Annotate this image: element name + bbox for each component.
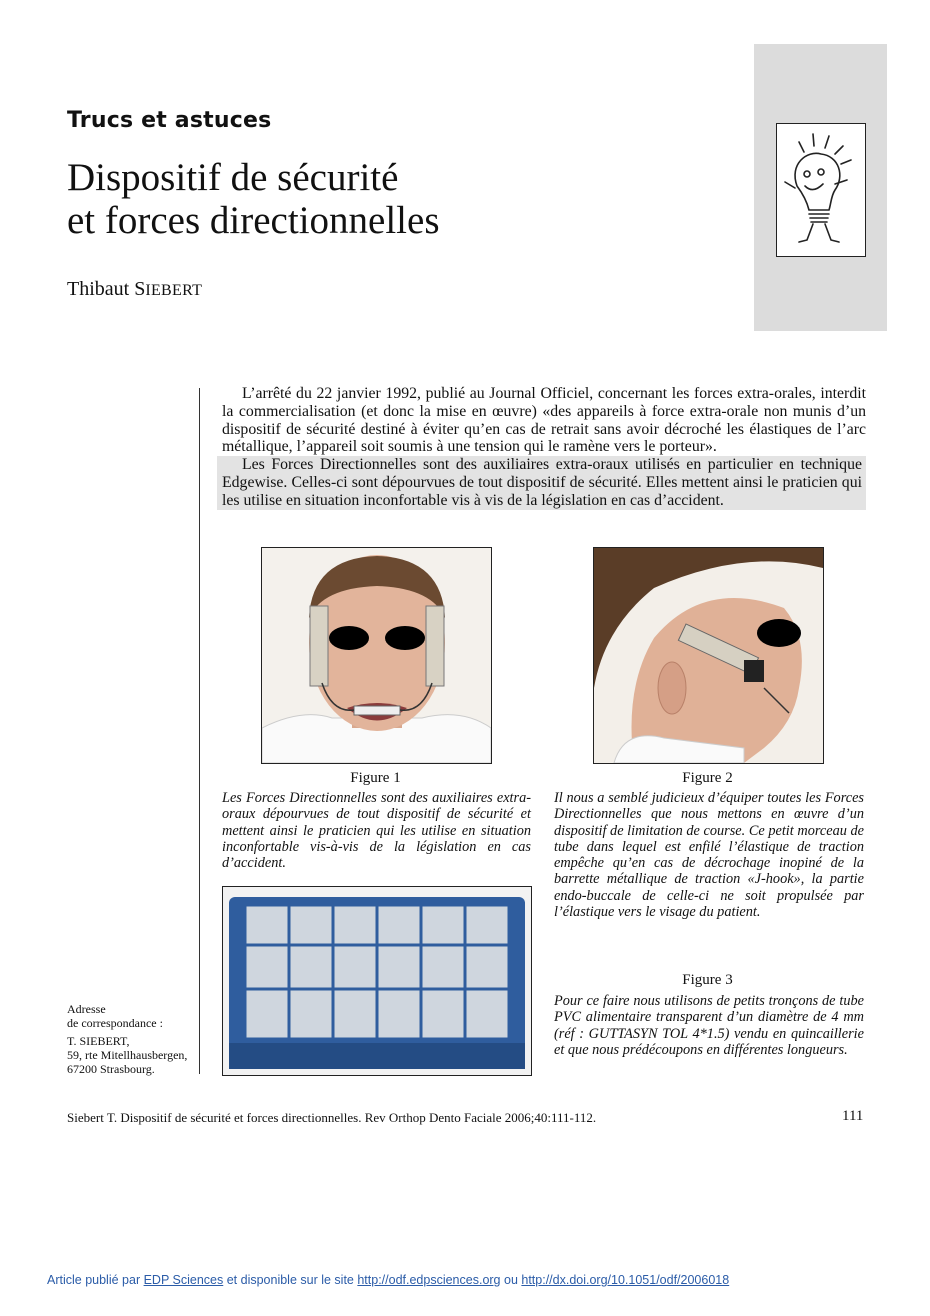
- title-line-1: Dispositif de sécurité: [67, 156, 399, 199]
- figure-1-title: Figure 1: [350, 770, 401, 786]
- address-street: 59, rte Mitellhausbergen,: [67, 1048, 188, 1062]
- author: [67, 278, 202, 301]
- banner-middle: et disponible sur le site: [223, 1273, 358, 1287]
- figure-3-caption: Pour ce faire nous utilisons de petits tronçons de tube PVC alimentaire transparent d’un diamètre de 4 mm (réf : GUTTASYN TOL 4*1.5) vendu en quincaillerie et que nous prédécoupons en différentes longueurs.: [554, 993, 864, 1058]
- publisher-banner: [47, 1273, 729, 1287]
- lightbulb-icon: [776, 123, 866, 257]
- publisher-link[interactable]: EDP Sciences: [143, 1273, 224, 1287]
- address-city: 67200 Strasbourg.: [67, 1062, 155, 1076]
- citation: Siebert T. Dispositif de sécurité et forces directionnelles. Rev Orthop Dento Faciale 2006;40:111-112.: [67, 1110, 597, 1125]
- address-name: T. SIEBERT,: [67, 1034, 130, 1048]
- correspondence-label: [67, 1002, 163, 1030]
- figure-1-photo: [261, 547, 492, 764]
- correspondence-address: [67, 1034, 187, 1076]
- abstract-paragraph-2: Les Forces Directionnelles sont des auxiliaires extra-oraux utilisés en particulier en technique Edgewise. Celles-ci sont dépourvues de tout dispositif de sécurité. Elles mettent ainsi le praticien qui les utilise en situation inconfortable vis à vis de la législation en cas d’accident.: [217, 456, 866, 509]
- article-title: [67, 156, 440, 242]
- figure-2-caption: Il nous a semblé judicieux d’équiper toutes les Forces Directionnelles que nous mettons en œuvre d’un dispositif de limitation de course. Ce petit morceau de tube dans lequel est enfilé l’élastique de traction empêche qu’en cas de décrochage inopiné de la barrette métallique de traction «J-hook», la partie endo-buccale de celle-ci ne soit propulsée par l’élastique vers le visage du patient.: [554, 790, 864, 921]
- figure-2-photo: [593, 547, 824, 764]
- banner-prefix: Article publié par: [47, 1273, 144, 1287]
- figure-3-photo: [222, 886, 532, 1076]
- address-label-2: de correspondance :: [67, 1016, 163, 1030]
- column-rule: [199, 388, 200, 1074]
- site-link[interactable]: http://odf.edpsciences.org: [357, 1273, 501, 1287]
- author-last: IEBERT: [145, 282, 203, 299]
- address-label-1: Adresse: [67, 1002, 106, 1016]
- figure-1-caption: Les Forces Directionnelles sont des auxiliaires extra-oraux dépourvues de tout dispositif de sécurité et mettent ainsi le praticien qui les utilise en situation inconfortable vis-à-vis de la législation en cas d’accident.: [222, 790, 531, 872]
- page-number: 111: [842, 1108, 864, 1124]
- doi-link[interactable]: http://dx.doi.org/10.1051/odf/2006018: [521, 1273, 730, 1287]
- author-first: Thibaut S: [67, 278, 146, 300]
- section-label: Trucs et astuces: [67, 108, 272, 133]
- abstract-paragraph-1: L’arrêté du 22 janvier 1992, publié au Journal Officiel, concernant les forces extra-orales, interdit la commercialisation (et donc la mise en œuvre) «des appareils à force extra-orale non munis d’un dispositif de sécurité destiné à éviter qu’en cas de retrait sans avoir décroché les élastiques de l’arc métallique, l’appareil soit soumis à une tension qui le ramène vers le porteur».: [222, 385, 866, 456]
- title-line-2: et forces directionnelles: [67, 199, 440, 242]
- figure-3-title: Figure 3: [682, 972, 733, 988]
- banner-or: ou: [500, 1273, 522, 1287]
- abstract: [222, 385, 866, 510]
- figure-2-title: Figure 2: [682, 770, 733, 786]
